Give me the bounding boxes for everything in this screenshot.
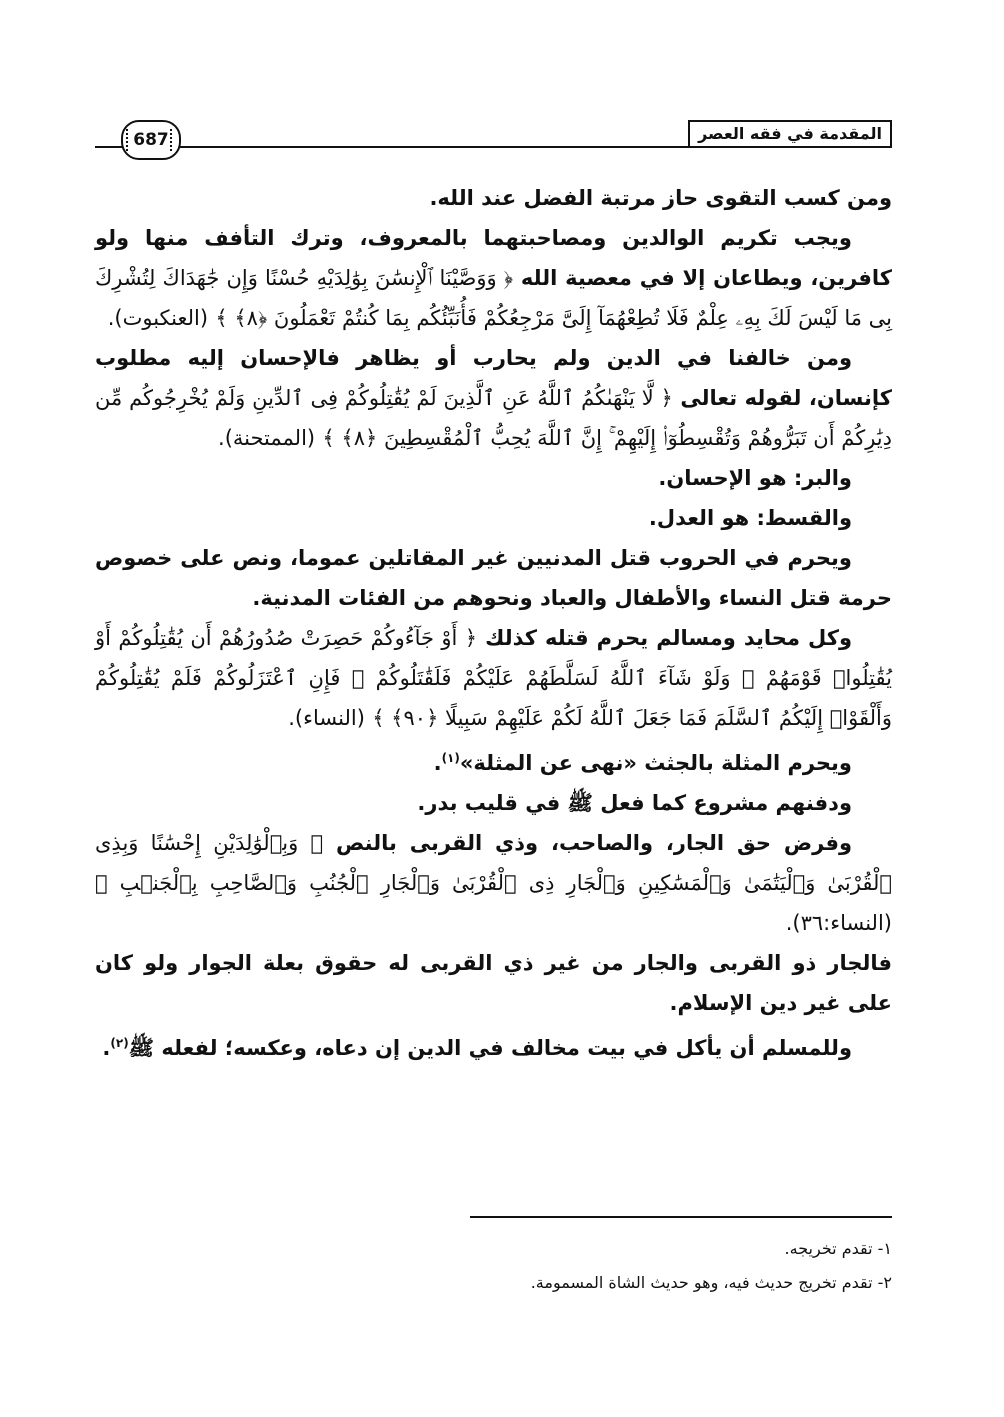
paragraph-9: ودفنهم مشروع كما فعل ﷺ في قليب بدر.	[417, 791, 852, 815]
verse-reference-1: (العنكبوت).	[107, 306, 209, 330]
paragraph-2-text: ويجب تكريم الوالدين ومصاحبتهما بالمعروف، وترك التأفف منها ولو كافرين، ويطاعان إلا في معصية الله	[95, 226, 892, 290]
paragraph-5: والقسط: هو العدل.	[648, 506, 852, 530]
paragraph-3	[95, 338, 892, 458]
paragraph-1: ومن كسب التقوى حاز مرتبة الفضل عند الله.	[429, 186, 892, 210]
page-header	[95, 118, 892, 154]
paragraph-7-text: وكل محايد ومسالم يحرم قتله كذلك	[485, 626, 852, 650]
paragraph-2	[95, 218, 892, 338]
paragraph-10-text: وفرض حق الجار، والصاحب، وذي القربى بالنص	[336, 831, 853, 855]
verse-reference-2: (الممتحنة).	[218, 426, 316, 450]
quran-verse-4: ﴿ وَبِٱلْوَٰلِدَيْنِ إِحْسَٰنًا وَبِذِى ٱلْقُرْبَىٰ وَٱلْيَتَٰمَىٰ وَٱلْمَسَٰكِينِ وَٱلْجَارِ ذِى ٱلْقُرْبَىٰ وَٱلْجَارِ ٱلْجُنُبِ وَٱلصَّاحِبِ بِٱلْجَنۢبِ ﴾	[95, 831, 892, 895]
paragraph-11: فالجار ذو القربى والجار من غير ذي القربى له حقوق بعلة الجوار ولو كان على غير دين الإسلام.	[95, 951, 892, 1015]
paragraph-4: والبر: هو الإحسان.	[658, 466, 852, 490]
main-text	[95, 178, 892, 1068]
footnote-1: ١- تقدم تخريجه.	[784, 1239, 892, 1258]
paragraph-8: ويحرم المثلة بالجثث «نهى عن المثلة»$^{(١)}$.	[433, 751, 852, 775]
footnote-ref-2: (٢)	[110, 1036, 129, 1050]
footnotes	[95, 1232, 892, 1300]
paragraph-12: وللمسلم أن يأكل في بيت مخالف في الدين إن دعاه، وعكسه؛ لفعله ﷺ$^{(٢)}$.	[102, 1036, 852, 1060]
page-number: 687	[121, 120, 181, 160]
verse-reference-3: (النساء).	[288, 706, 365, 730]
quran-verse-2: ﴿ لَّا يَنْهَىٰكُمُ ٱللَّهُ عَنِ ٱلَّذِينَ لَمْ يُقَٰتِلُوكُمْ فِى ٱلدِّينِ وَلَمْ يُخْرِجُوكُم مِّن دِيَٰرِكُمْ أَن تَبَرُّوهُمْ وَتُقْسِطُوٓا۟ إِلَيْهِمْ ۚ إِنَّ ٱللَّهَ يُحِبُّ ٱلْمُقْسِطِينَ ﴿٨﴾ ﴾	[95, 386, 892, 450]
book-title: المقدمة في فقه العصر	[688, 120, 892, 148]
paragraph-6: ويحرم في الحروب قتل المدنيين غير المقاتلين عموما، ونص على خصوص حرمة قتل النساء والأطفال والعباد ونحوهم من الفئات المدنية.	[95, 546, 892, 610]
paragraph-10	[95, 823, 892, 943]
footnote-2: ٢- تقدم تخريج حديث فيه، وهو حديث الشاة المسمومة.	[530, 1273, 892, 1292]
footnote-ref-1: (١)	[441, 751, 460, 765]
paragraph-7	[95, 618, 892, 738]
quran-verse-3: ﴿ أَوْ جَآءُوكُمْ حَصِرَتْ صُدُورُهُمْ أَن يُقَٰتِلُوكُمْ أَوْ يُقَٰتِلُوا۟ قَوْمَهُمْ ۚ وَلَوْ شَآءَ ٱللَّهُ لَسَلَّطَهُمْ عَلَيْكُمْ فَلَقَٰتَلُوكُمْ ۚ فَإِنِ ٱعْتَزَلُوكُمْ فَلَمْ يُقَٰتِلُوكُمْ وَأَلْقَوْا۟ إِلَيْكُمُ ٱلسَّلَمَ فَمَا جَعَلَ ٱللَّهُ لَكُمْ عَلَيْهِمْ سَبِيلًا ﴿٩٠﴾ ﴾	[95, 626, 892, 730]
footnote-separator	[470, 1216, 892, 1218]
verse-reference-4: (النساء:٣٦).	[785, 911, 892, 935]
paragraph-3-text: ومن خالفنا في الدين ولم يحارب أو يظاهر فالإحسان إليه مطلوب كإنسان، لقوله تعالى	[95, 346, 892, 410]
quran-verse-1: ﴿ وَوَصَّيْنَا ٱلْإِنسَٰنَ بِوَٰلِدَيْهِ حُسْنًا وَإِن جَٰهَدَاكَ لِتُشْرِكَ بِى مَا لَيْسَ لَكَ بِهِۦ عِلْمٌ فَلَا تُطِعْهُمَآ إِلَىَّ مَرْجِعُكُمْ فَأُنَبِّئُكُم بِمَا كُنتُمْ تَعْمَلُونَ ﴿٨﴾ ﴾	[95, 266, 892, 330]
